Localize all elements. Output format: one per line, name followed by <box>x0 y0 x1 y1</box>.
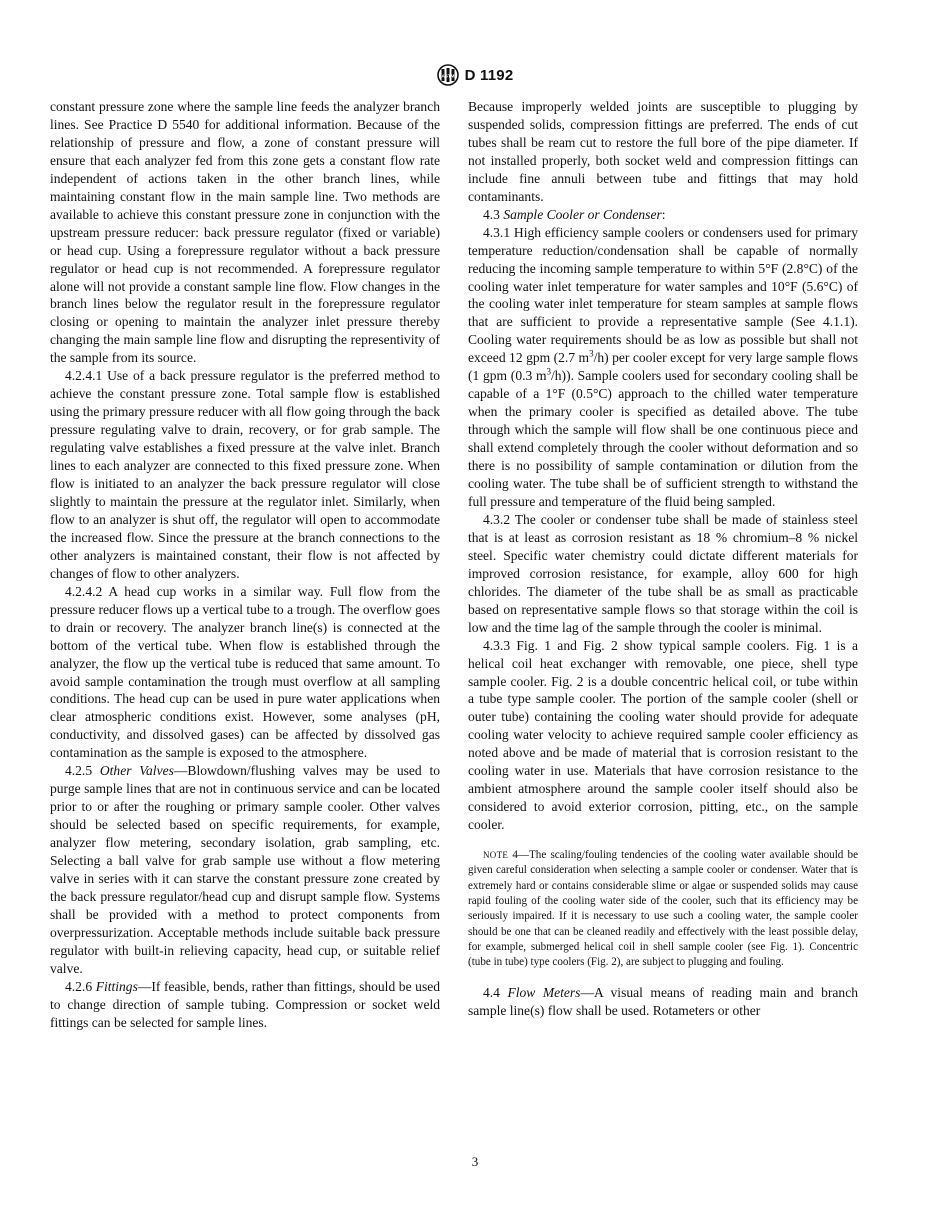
astm-logo-icon <box>437 64 459 86</box>
page-number: 3 <box>471 1154 479 1169</box>
document-number: D 1192 <box>464 66 514 84</box>
section-4-2-4-1: 4.2.4.1 Use of a back pressure regulator is the preferred method to achieve the constant pressure zone. Total sample flow is established using the primary pressure reducer with all flow going through the back pressure regulating valve to drain, recovery, or for grab sample. The regulating valve establishes a fixed pressure at the valve inlet. Branch lines to each analyzer are connected to this fixed pressure zone. When flow is initiated to an analyzer the back pressure regulator will close slightly to maintain the pressure at the regulator inlet. Similarly, when flow to an analyzer is shut off, the regulator will open to accommodate the increased flow. Since the pressure at the branch connections to the other analyzers is maintained constant, their flow is not affected by changes of flow to other analyzers. <box>50 368 440 581</box>
section-title: Sample Cooler or Condenser <box>503 206 662 222</box>
paragraph: Because improperly welded joints are susceptible to plugging by suspended solids, compression fittings are preferred. The ends of cut tubes shall be ream cut to restore the full bore of the pipe diameter. If not installed properly, both socket weld and compression fittings can include fine annuli between tube and fittings that may hold contaminants. <box>468 99 858 204</box>
section-4-3-1: 4.3.1 High efficiency sample coolers or condensers used for primary temperature reduction/condensation shall be capable of normally reducing the incoming sample temperature to within 5°F (2.8°C) of the cooling water inlet temperature for water samples and 10°F (5.6°C) of the cooling water inlet temperature for steam samples at sample flows that are sufficient to provide a representative sample (See 4.1.1). Cooling water requirements should be as low as possible but shall not exceed 12 gpm (2.7 $m^3/h$) per cooler except for very large sample flows (1 gpm (0.3 $m^3/h$)). Sample coolers used for secondary cooling shall be capable of a 1°F (0.5°C) approach to the chilled water temperature when the primary cooler is specified as detailed above. The tube through which the sample will flow shall be one continuous piece and shall extend completely through the cooler without deformation and so there is no possibility of sample contamination or dilution from the cooling water. The tube shall be of sufficient strength to withstand the full pressure and temperature of the fluid being sampled. <box>468 224 859 509</box>
section-title: Fittings <box>95 978 138 994</box>
section-4-4: 4.4 Flow Meters—A visual means of reading main and branch sample line(s) flow shall be used. Rotameters or other <box>468 985 858 1019</box>
section-4-2-5: 4.2.5 Other Valves—Blowdown/flushing valves may be used to purge sample lines that are not in continuous service and can be located prior to or after the roughing or primary sample cooler. Other valves should be selected based on specific requirements, for example, analyzer flow metering, secondary isolation, grab sampling, etc. Selecting a ball valve for grab sample use without a flow metering valve in series with it can starve the constant pressure zone created by the back pressure regulator/head cup and disrupt sample flow. Systems shall be provided with a method to protect components from overpressurization. Acceptable methods include suitable back pressure regulator with built-in relieving capacity, head cup, or suitable relief valve. <box>50 763 441 976</box>
page-header <box>0 64 950 86</box>
section-4-2-6: 4.2.6 Fittings—If feasible, bends, rather than fittings, should be used to change direction of sample tubing. Compression or socket weld fittings can be selected for sample lines. <box>50 978 441 1030</box>
section-4-3-2: 4.3.2 The cooler or condenser tube shall be made of stainless steel that is at least as corrosion resistant as 18 % chromium–8 % nickel steel. Specific water chemistry could dictate different materials for improved corrosion resistance, for example, alloy 600 for high chlorides. The diameter of the tube shall be as small as practicable based on representative sample flows so that storage within the coil is low and the time lag of the sample through the cooler is minimal. <box>468 511 858 635</box>
section-title: Flow Meters <box>507 985 581 1001</box>
right-column <box>468 98 858 1020</box>
left-column <box>50 98 440 1032</box>
note-4: NOTE 4—The scaling/fouling tendencies of the cooling water available should be given careful consideration when selecting a sample cooler or condenser. Water that is extremely hard or contains considerable slime or algae or suspended solids may cause rapid fouling of the cooling water side of the cooler, such that its efficiency may be seriously impaired. If it is necessary to use such a cooling water, the sample cooler should be one that can be cleaned readily and effectively with the least possible delay, for example, submerged helical coil in shell sample cooler (see Fig. 1). Concentric (tube in tube) type coolers (Fig. 2), are subject to plugging and fouling. <box>468 849 858 969</box>
section-4-3: 4.3 Sample Cooler or Condenser: <box>483 206 666 222</box>
section-4-2-4-2: 4.2.4.2 A head cup works in a similar way. Full flow from the pressure reducer flows up a vertical tube to a trough. The overflow goes to drain or recovery. The analyzer branch line(s) is connected at the bottom of the vertical tube. When flow is established through the analyzer, the flow up the vertical tube is reduced that same amount. To avoid sample contamination the trough must overflow at all sampling conditions. The head cup can be used in pure water applications when clear atmospheric conditions exist. However, some analyses (pH, conductivity, and dissolved gases) can be affected by dissolved gas contamination as the sample is exposed to the atmosphere. <box>50 583 440 761</box>
section-4-3-3: 4.3.3 Fig. 1 and Fig. 2 show typical sample coolers. Fig. 1 is a helical coil heat exchanger with removable, one piece, shell type sample cooler. Fig. 2 is a double concentric helical coil, or tube within a tube type sample cooler. The portion of the sample cooler (shell or outer tube) containing the cooling water should provide for adequate cooling water velocity to achieve required sample cooler efficiency as noted above and be made of material that is corrosion resistant to the cooling water in use. Materials that have corrosion resistance to the ambient atmosphere around the sample cooler itself should also be considered to avoid exterior corrosion, pitting, etc., on the sample cooler. <box>468 637 858 833</box>
svg-text:ASTM: ASTM <box>441 73 455 79</box>
section-title: Other Valves <box>99 763 174 779</box>
paragraph: constant pressure zone where the sample line feeds the analyzer branch lines. See Practice D 5540 for additional information. Because of the relationship of pressure and flow, a zone of constant pressure will ensure that each analyzer fed from this zone gets a constant flow rate independent of actions taken in the other branch lines, while maintaining constant flow in the main sample line. Two methods are available to achieve this constant pressure zone in conjunction with the upstream pressure reducer: back pressure regulator (fixed or variable) or head cup. Using a forepressure regulator without a back pressure regulator or head cup is not recommended. A forepressure regulator alone will not provide a constant sample line flow. Flow changes in the branch lines below the regulator result in the forepressure regulator closing or opening to maintain the analyzer inlet pressure thereby changing the main sample line flow and disrupting the representivity of the sample from its source. <box>50 99 440 366</box>
note-label: NOTE <box>483 850 509 861</box>
